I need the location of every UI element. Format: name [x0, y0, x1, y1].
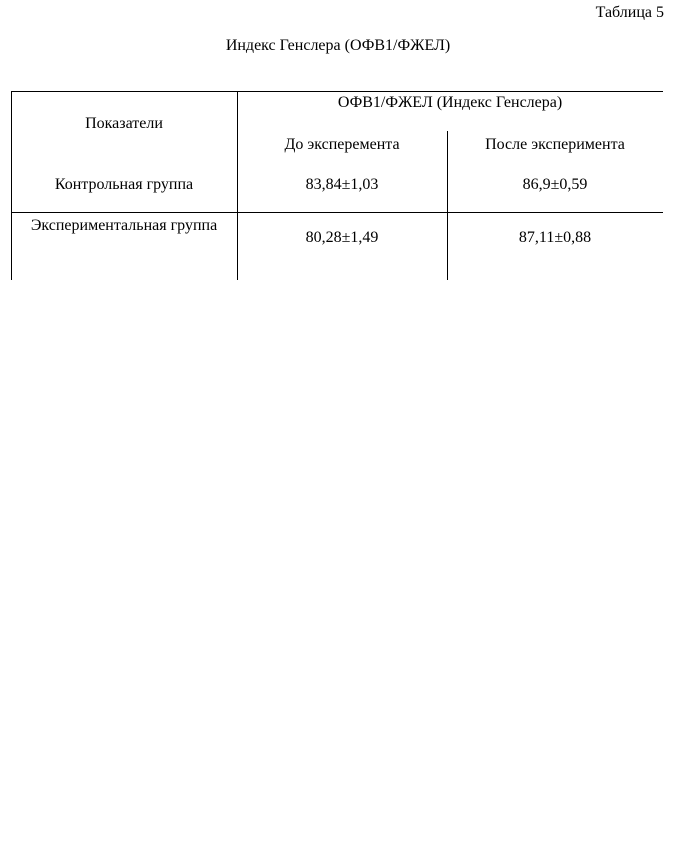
table-cell-value: 80,28±1,49	[305, 229, 379, 246]
table-cell-value: 87,11±0,88	[518, 229, 592, 246]
table-cell-value: 86,9±0,59	[522, 176, 588, 193]
group-header-cell: ОФВ1/ФЖЕЛ (Индекс Генслера)	[337, 94, 563, 111]
table-title: Индекс Генслера (ОФВ1/ФЖЕЛ)	[225, 37, 451, 54]
row-header-cell: Показатели	[85, 115, 163, 132]
column-header-after: После эксперимента	[485, 136, 625, 153]
column-header-before: До эксперемента	[284, 136, 400, 153]
table-cell-value: 83,84±1,03	[305, 176, 379, 193]
table-row-label: Экспериментальная группа	[30, 217, 218, 234]
table-row-label: Контрольная группа	[54, 176, 194, 193]
table-row-divider	[11, 212, 663, 213]
table-number: Таблица 5	[595, 4, 664, 21]
